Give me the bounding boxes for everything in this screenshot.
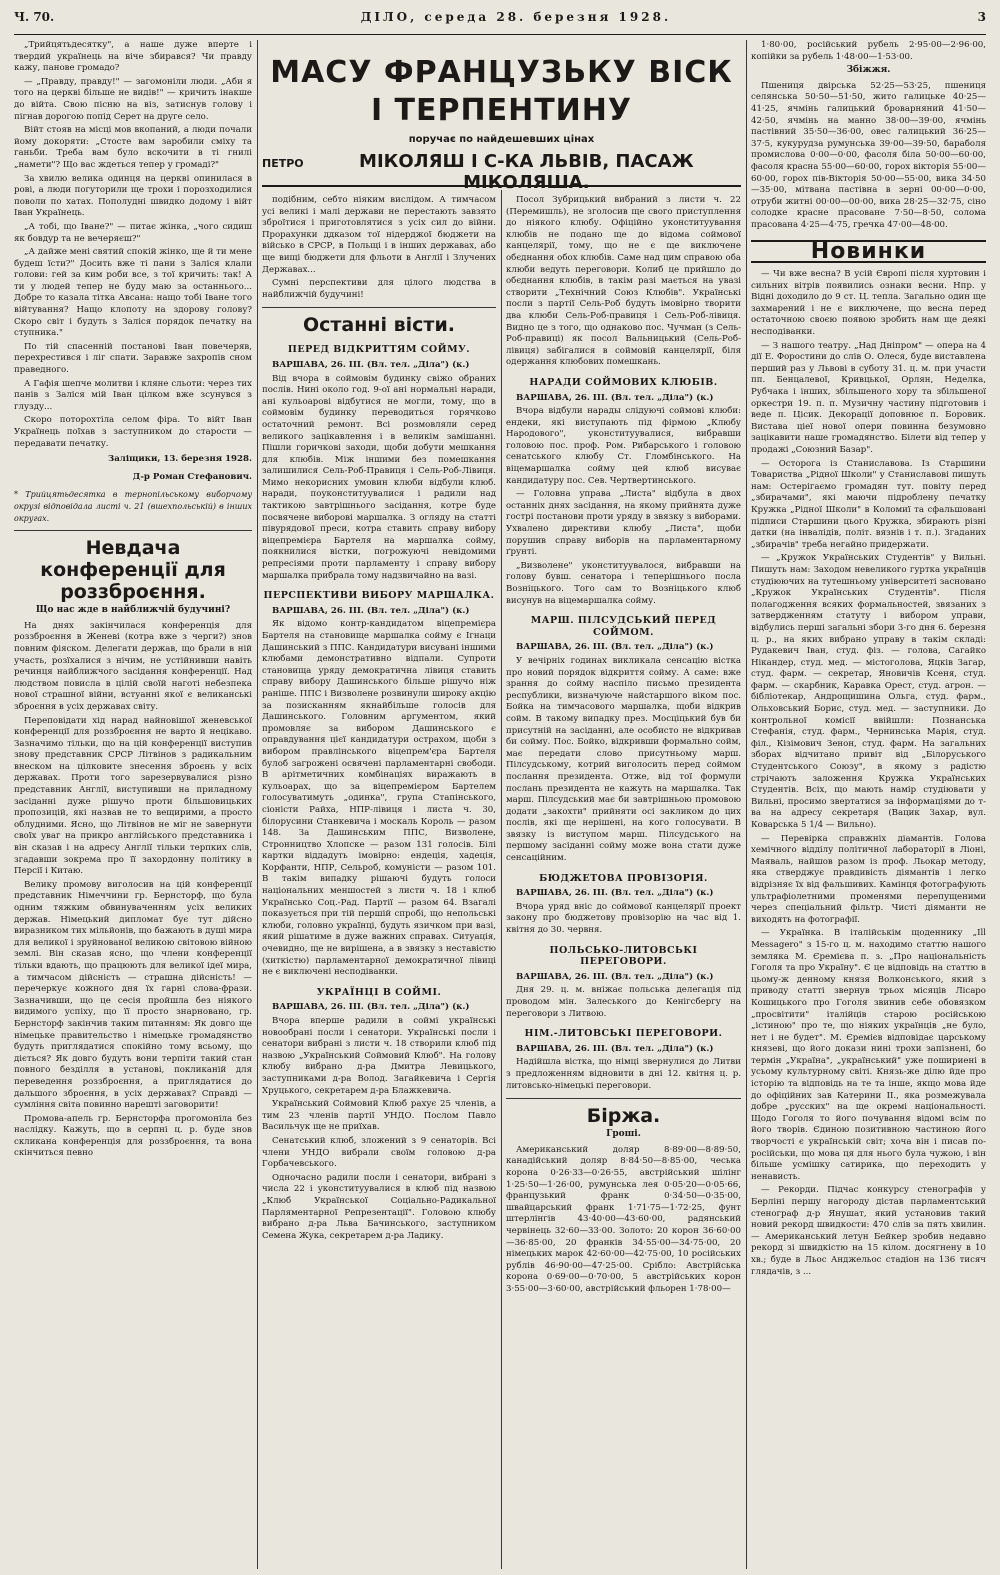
news-text: Надійшла вістка, що німці звернулися до Литви з предложенням відновити в дні 12. квітня ц. р. литовсько-німецькі переговори. xyxy=(506,1057,741,1091)
news-dateline: ВАРШАВА, 26. ІІІ. (Вл. тел. „Діла") (к.) xyxy=(272,605,470,616)
article-paragraph: Сумні перспективи для цілого людства в найближчій будучині! xyxy=(262,278,496,300)
article-paragraph: Скоро поторохтіла селом фіра. То війт Іван Українець поїхав з заступником до старости — передавати печатку. xyxy=(14,415,252,449)
article-paragraph: Війт стояв на місці мов вкопаний, а люди почали йому докоряти: „Стосте вам заробили сміху та ганьби. Треба вам було вскочити в ті гнилі „намети"? Що вас ждеться тепер у громаді?" xyxy=(14,125,252,170)
news-item: — Перевірка справжніх діамантів. Голова хемічного відділу політичної лабораторії в Ліоні, Маяваль, найшов разом із проф. Льокар методу, яка стверджує правдивість діямантів і легко відрізняє їх від фальшивих. Камінця фотографують ультрафіолетними променями перепущеними через спеціальний фільтр. Чисті діяманти не виходять на фотографії. xyxy=(751,833,986,925)
section-subhead: Збіжжя. xyxy=(846,65,891,76)
news-title: БЮДЖЕТОВА ПРОВІЗОРІЯ. xyxy=(539,872,708,884)
news-dateline: ВАРШАВА, 26. ІІІ. (Вл. тел. „Діла") (к.) xyxy=(516,971,714,982)
page-number: 3 xyxy=(977,10,986,24)
news-item: — З нашого театру. „Над Дніпром" — опера на 4 дії Е. Форостини до слів О. Олеся, буде виставлена перший раз у Львові в суботу 31. ц. м. при участи пп. Бенцалевої, Кривцької, Орлян, Неделка, Рубчака і інших, збільшеного хору та збільшеної оркестри 19. п. п. Музичну частину підготовив і веде п. Цісик. Декорації доповнює п. Боровик. Вистава ціеї нової опери повинна безумовно зацікавити наше громадянство. Білети від тепер у продажі „Союзний Базар". xyxy=(751,340,986,455)
news-text: Посол Зубрицький вибраний з листи ч. 22 (Перемишль), не зголосив ще свого приступлення до ніякого клюбу. Офіційно уконституування клюбів не подано ще до відома соймової канцелярії, тому, що не є ще виключене обєднання обох клюбів. Саме над цим справою оба клюби ведуть переговори. Колиб це прийшло до обєднання клюбів, в такім разі мається на увазі створити „Технічний Союз Клюбів". Українські посли з партії Сель-Роб будуть імовірно творити два клюби Сель-Роб-правиця і Сель-Роб-лівиця. Видно це з того, що однаково пос. Чучман (з Сель-Роб-правиці) як посол Вальницький (Сель-Роб-лівиця) забігалися в соймовій канцелярії, біля одержання клюбових помешкань. xyxy=(506,195,741,368)
news-title: ПОЛЬСЬКО-ЛИТОВСЬКІ ПЕРЕГОВОРИ. xyxy=(549,944,698,968)
article-paragraph: На днях закінчилася конференція для роззброєння в Женеві (котра вже з черги?) знов повним фіяском. Делегати держав, що брали в ній участь, розїхалися з нічим, не устійнивши навіть речинця найближчого засідання конференції. Над людством повисла в цілій своїй наготі небезпека нової страшної війни, встуанні якої є великанські зброєння в усіх державах світу. xyxy=(14,620,252,712)
news-text: Як відомо контр-кандидатом віцепремієра Бартеля на становище маршалка сойму є Ігнаци Дашинський з ППС. Кандидатури висувані іншими клюбами демонстративно відпали. Супроти становища уряду демократична лівиця ставить справу вибору Дашинського більше рішучо ніж раніше. ППС і Визволене розвинули широку акцію за позисканням якнайбільше голосів для Дашинського. Головним аргументом, який промовляє за вибором Дашинського є оправдування цієї кандидатури острахом, щоби з вибором правлінського віцепрем'єра Бартеля булоб загрожені освячені парламентарні свободи. В арітметичних комбінаціях виражають в кульоарах, що за віцепремієром Бартелем голосуватимуть „одинка", група Стапінського, сіоністи Райха, НПР-лівиця і листа ч. 30, білорусини Станкевича і москаль Король — разом 148. За Дашинським ППС, Визволене, Стронництво Хлопске — разом 131 голосів. Білі картки віддадуть імовірно: ендеція, хадеція, Корфанти, НПР, Сельроб, комуністи — разом 101. В такім випадку рішаючі будуть голоси національних меншостей з листи ч. 18 і клюб Українсько Соц.-Рад. Партії — разом 64. Взагалі показується при тій першій спробі, що непольські клюби, головно українці, будуть язичком при вазі, який рішатиме в дуже важних справах. Ситуація, очевидно, ще не вирішена, а в звязку з неставістю (хиткістю) парламентарної демократичної лівиці не є виключені несподіванки. xyxy=(262,619,496,978)
news-text: Сенатський клюб, зложений з 9 сенаторів. Всі члени УНДО вибрали своїм головою д-ра Горбачевського. xyxy=(262,1135,496,1170)
page-header xyxy=(14,10,986,35)
advertisement xyxy=(262,40,741,193)
issue-number: Ч. 70. xyxy=(14,10,55,24)
market-text: Пшениця двірська 52·25—53·25, пшениця селянська 50·50—51·50, жито галицьке 40·25—41·25, ячмінь галицький броварняний 41·50—42·50, ячмінь на манно 38·00—39·00, ячмінь пастівний 35·50—36·00, овес галицький 36·25—37·5, кукурудза румунська 39·00—39·50, бараболя промислова 0·00—0·00, фасоля біла 50·00—60·00, фасоля красна 55·00—60·00, горох віктoрія 55·00—60·00, горох пів-Вікторія 50·00—55·00, вика 34·50—35·00, мітвана пастівна в зерні 00·00—0·00, отруби житні 00·00—00·00, вика 28·25—32·75, сіно солодке красне прасоване 7·50—8·50, солома прасована 4·25—4·75, гречка 47·00—48·00. xyxy=(751,80,986,230)
news-title: НІМ.-ЛИТОВСЬКІ ПЕРЕГОВОРИ. xyxy=(524,1028,723,1040)
news-text: „Визволене" уконституувалося, вибравши на голову бувш. сенатора і теперішнього посла Возніцького. Того сам то Возніцького клюб висунув на віцемаршалка сойму. xyxy=(506,560,741,606)
market-text: Американський доляр 8·89·00—8·89·50, канадійський доляр 8·84·50—8·85·00, чеська корона 0·26·33—0·26·55, австрійський шілінг 1·25·50—1·26·00, румунська лея 0·05·20—0·05·66, французький франк 0·34·50—0·35·00, швайцарський франк 1·71·75—1·72·25, фунт штерлінгів 43·40·00—43·60·00, радянський червінець 32·60—33·00. Золото: 20 корон 36·60·00—36·85·00, 20 франків 34·55·00—34·75·00, 20 німецьких марок 42·60·00—42·75·00, 10 російських рублів 46·90·00—47·25·00. Срібло: Австрійська корона 0·69·00—0·70·00, 5 австрійських корон 3·55·00—3·60·00, австрійський фльорен 1·78·00— xyxy=(506,1144,741,1294)
article-paragraph: — „Правду, правду!" — загомоніли люди. „Аби я того на церкві більше не видів!" — кричить інакше до війта. Свою пісню на віз, затиснув голову і пігнав дорогою попід Серет на друге село. xyxy=(14,76,252,122)
news-item: — Українка. В італійськім щоденнику „Ill Messagero" з 15-го ц. м. находимо статтю нашого земляка М. Єремієва п. з. „Про національність Гоголя та про Україну". Є це відповідь на статтю в цьому-ж денному князя Волконського, який з приводу статті звернув трьох місяців Лісаро Кошицького про Гоголя звинив себе обовязком „просвітити" італійців старою російською „істиною" про те, що ніяких українців „не було, нет і не будет". М. Єремієв відповідає царському князеві, що його докази нині трохи запізнені, бо термін „Україна", „український" уже пошириені в усьому культурному світі. Князь-же ділю йде про історію та відповідь на те та інше, якщо мова йде до офіційних зав Катерини ІІ., яка розмежувала добре „русских" на ще окремі національності. Щодо Гоголя то його почування відомі всім по його творів. Єдиною позитивною частиною його творчості є українській світ; хоча він і писав по-російськи, що мова ця для нього була чужою, і він більше усмішку сатирика, що переходить у ненависть. xyxy=(751,928,986,1182)
news-item: — Рекорди. Підчас конкурсу стенографів у Берліні першу нагороду дістав парламентський стенограф д-р Янушат, який установив такий новий рекорд швидкости: 470 слів за пять хвилин. — Американський летун Бейкер зробив недавно рекорд зі швидкістю на 15 кілом. досягнену в 10 хв.; буде в Льос Анджельос стадіон на 136 тисяч глядачів, з ... xyxy=(751,1185,986,1277)
article-paragraph: А Гафія шепче молитви і кляне сльоти: через тих панів з Заліся мій Іван цілком вже зсунувся з глузду... xyxy=(14,378,252,412)
news-dateline: ВАРШАВА, 26. ІІІ. (Вл. тел. „Діла") (к.) xyxy=(516,888,714,899)
section-headline: Останні вісти. xyxy=(303,314,455,337)
news-title: НАРАДИ СОЙМОВИХ КЛЮБІВ. xyxy=(529,376,718,388)
dateline: Заліщики, 13. березня 1928. xyxy=(108,454,252,465)
article-paragraph: Промова-апель гр. Бернсторфа прогомоніла без наслідку. Кажуть, що в серпні ц. р. буде знов скликана конференція для роззброєння, та вона скінчиться певно xyxy=(14,1113,252,1159)
news-text: — Головна управа „Листа" відбула в двох останніх днях засідання, на якому прийнята дуже гострі постанови проти уряду в звязку з виборами. Ухвалено директиви клюбу „Листа", щоби порушив справу виборів на парламентарному ґрунті. xyxy=(506,489,741,558)
news-text: У вечірніх годинах викликала сенсацію вістка про новий порядок відкриття сойму. А саме: вже зрання до сойму наспіло письмо президента республики, визначуюче найстаршого віком пос. Бойка на тимчасового маршалка, щоби відкрив сойм. В такому випадку през. Мосціцький був би присутній на засіданні, але особисто не відкривав би сойму. Пос. Бойко, відкривши формально сойм, має передати слово присутньому марш. Пілсудському, котрий виголосить перед соймом послання президента. Отже, від тої формули послань президента не кажуть на маршалка. Так марш. Пілсудський має би завтрішньою промовою додати „закохти" прийняти осі закликом до цих послів, які ще нерішені, на кого голосувати. В звязку із виступом марш. Пілсудського на першому засіданні сойму може вона стати дуже сенсаційним. xyxy=(506,655,741,864)
news-dateline: ВАРШАВА, 26. ІІІ. (Вл. тел. „Діла") (к.) xyxy=(516,642,714,653)
news-dateline: ВАРШАВА, 26. ІІІ. (Вл. тел. „Діла") (к.) xyxy=(272,359,470,370)
divider xyxy=(506,1098,741,1099)
news-dateline: ВАРШАВА, 26. ІІІ. (Вл. тел. „Діла") (к.) xyxy=(272,1002,470,1013)
news-text: Одночасно радили посли і сенатори, вибрані з числа 22 і уконституувалися в клюб під назвою „Клюб Української Соціально-Радикальної Парляментарної Репрезентації". Головою клюбу вибрано д-ра Льва Бачинського, заступником Семена Жука, секретарем д-ра Ладику. xyxy=(262,1172,496,1241)
article-paragraph: Переповідати хід нарад найновішої женевської конференції для роззброєння не варто й нецікаво. Зазначимо тільки, що на цій конференції виступив знову представник СРСР Літвінов з радикальним внеском на цілковите знесення зброєнь у всіх державах. Проти того зарезервувалися різно представник Англії, виступивши на приладному засіданні дуже рішучо проти більшовицьких пропозицій, які назвав не то вещирими, а просто облудними. Ясно, що Літвінов не міг не завернути своїх уваг на прикро англійського представника і він сказав і на адресу Англії тільки терпких слів, згадавши зокрема про її захордонну політику в Персії і Китаю. xyxy=(14,715,252,877)
column-rule xyxy=(501,190,502,1569)
news-title: ПЕРСПЕКТИВИ ВИБОРУ МАРШАЛКА. xyxy=(263,590,495,602)
article-paragraph: „Трийцятьдесятку", а наше дуже вперте і твердий українець на віче збирався? Чи правду кажу, панове громадо? xyxy=(14,40,252,74)
news-item: — Чи вже весна? В усій Європі після хуртовин і сильних вітрів появились ознаки весни. Нпр. у Відні доходило до 9 ст. Ц. тепла. Загально один ще захмарений і не є виключене, що весна перед остаточною своєю появою зробить нам ще деякі несподіванки. xyxy=(751,269,986,338)
news-item: — „Кружок Українських Студентів" у Вильні. Пишуть нам: Заходом невеликого гуртка українців студіюючих на тутешньому університеті засновано „Кружок Українських Студентів". Після полагодження всяких формальностей, звязаних з затвердженням статуту і вибором управи, відбулись перші загальні збори 3-го дня 6. березня ц. р., на яких вибрано управу в такім складі: Рудакевич Іван, студ. фіз. — голова, Сагайко Нікандер, студ. мед. — містоголова, Яцків Загар, студ. фарм. — секретар, Яновичів Ксеня, студ. фарм. — скарбник, Каравка Орест, студ. агрон. — бібліотекар, Андрощишина Ольга, студ. фарм., Ольховський Борис, студ. мед. — заступники. До контрольної комісії ввійшли: Познанська Стефанія, студ. фарм., Чернинська Марія, студ. філ., Кізімович Зенон, студ. фарм. На загальних зборах відчитано привіт від „Білоруського Студентського Союзу", в якому з радістю стрічають заложення Кружка Українських Студентів. Всіх, що мають намір студіювати у Вильні, просимо звертатися за інформаціями до т-ва на адресу секретаря (Вацик Захар, вул. Коварська 5 1/4 — Вильно). xyxy=(751,553,986,830)
news-text: Дня 29. ц. м. вніжає польська делегація під проводом мін. Залеського до Кенігсбергу на переговори з Литвою. xyxy=(506,985,741,1019)
market-text: 1·80·00, російський рубель 2·95·00—2·96·00, копійки за рубель 1·48·00—1·53·00. xyxy=(751,40,986,62)
article-paragraph: Велику промову виголосив на цій конференції представник Німеччини гр. Бернсторф, що була одним тяжким обвинуваченням усіх великих держав. Німецький дипломат бує тут дійсно виразником тих мільйонів, що бажають в душі мира для великої і зруйнованої великою світовою війною землі. Він сказав ясно, що члени конференції тільки вдають, що працюють для великої ідеї мира, а тимчасом дійсність — страшна дійсність! — перечеркує кожного дня їх гарні слова-фрази. Зазначивши, що це сесія пройшла без ніякого видимого успіху, що її просто знарновано, гр. Бернсторф закінчив таким питанням: Як довго ще німецьке правительство і німецьке громадянство будуть приглядатися спокійно тому всьому, що діється? Як довго будуть вони терпіти такий стан повного безділля в установі, покликаній для переведення роззброєння, а приглядатися до дальшого зброєння, в усіх державах? Справді — сумління світа повинно нарешті заговорити! xyxy=(14,879,252,1111)
masthead: ДІЛО, середа 28. березня 1928. xyxy=(360,10,672,24)
news-dateline: ВАРШАВА, 26. ІІІ. (Вл. тел. „Діла") (к.) xyxy=(516,392,714,403)
ad-company: МІКОЛЯШ І С-КА ЛЬВІВ, ПАСАЖ МІКОЛЯША. xyxy=(359,151,694,193)
article-paragraph: „А дайже мені святий спокій жінко, ще й ти мене будеш їсти?" Досить вже ті пани з Заліся клали голови: гей за ким роби все, з тої кричить: так! А ти у людей тепер не буду маю за останнього... Добре то казала тітка Авсана: нащо тобі Іване того війтування? Нащо клопоту на здорову голову? Скоро світ і будуть з Заліся порядок печатку на ступника." xyxy=(14,247,252,339)
column-rule xyxy=(746,40,747,1569)
section-headline: Новинки xyxy=(751,240,986,264)
news-title: УКРАЇНЦІ В СОЙМІ. xyxy=(316,986,442,998)
news-dateline: ВАРШАВА, 26. ІІІ. (Вл. тел. „Діла") (к.) xyxy=(516,1043,714,1054)
column-rule xyxy=(257,40,258,1569)
column-3 xyxy=(506,195,741,1569)
news-text: Від вчора в соймовім будинку свіжо обраних послів. Нині около год. 9-ої ані нормальні наради, ані кульоарові відбутися не могли, тому, що в соймовім будинку переводиться горячково остаточний ремонт. Всі розмовляли серед великого зацікавлення і в великім замішанні. Пішли горичкові заходи, щоби добути мешкання для клюбів. Між іншими без помешкання залишилися Сель-Роб-Правиця і Сель-Роб-Лівиця. Мимо некорисних умовин клюби відбули клюб. наради, поуконституувалися і радили над тактикою завтрішнього засідання, котре буде посвячене виборові маршалка. З огляду на статті півурядової преси, котра ставить справу вибору віцепремієра Бартеля на маршалка сойму, поякнилися вістки, погрожуючі невідомими репресіями проти парламенту і справу вибору маршалка прибрала тому надзвичайно на вазі. xyxy=(262,373,496,581)
article-subhead: Що нас жде в найближчій будучині? xyxy=(35,605,231,616)
divider xyxy=(14,530,252,531)
ad-subline: поручає по найдешевших цінах xyxy=(408,134,595,145)
news-text: Вчора уряд вніс до соймової канцелярії проект закону про бюджетову провізорію на час від 1. квітня до 30. червня. xyxy=(506,901,741,936)
column-4 xyxy=(751,40,986,1569)
article-paragraph: „А тобі, що Іване?" — питає жінка, „чого сидиш як бовдур та не вечеряєш?" xyxy=(14,221,252,244)
footnote: * Трийцятьдесятка в тернопільському виборчому окрузі відповідала листі ч. 21 (вшехпольській) в інших округах. xyxy=(14,490,252,523)
article-paragraph: За хвилю велика одинця на церкві опинилася в ровi, а люди погуторили ще трохи і порозходилися поволи по хатах. Пополудні швидко додому і війт Іван Українець. xyxy=(14,173,252,219)
section-subhead: Гроші. xyxy=(606,1129,641,1140)
ad-footer xyxy=(262,151,741,193)
news-title: МАРШ. ПІЛСУДСЬКИЙ ПЕРЕД СОЙМОМ. xyxy=(530,615,717,638)
news-text: Вчора відбули нарады слідуючі соймові клюби: ендеки, які виступають під фірмою „Клюбу Народового", уконституувалися, вибравши головою пос. проф. Ром. Рибарського і головою сенатського клюбу Ст. Гломбінського. На віцемаршалка сойму цей клюб висуває кандидатуру пос. Сев. Чертвертинського. xyxy=(506,406,741,486)
news-item: — Осторога із Станиславова. Із Старшини Товариства „Рідної Школи" у Станиславові пишуть нам: Остерігаємо громадян тут. повіту перед „збирачами", які маючи підроблену печатку Кружка „Рідної Школи" в Коломиї та сфальшовані підписи Старшини цього Кружка, збирають різні датки (на інвалідів, політ. вязнів і т. п.). Згаданих „збирачів" треба негайно придержати. xyxy=(751,458,986,550)
divider xyxy=(262,307,496,308)
column-2 xyxy=(262,195,496,1569)
columns xyxy=(14,40,986,1569)
news-text: Український Соймовий Клюб рахує 25 членів, а тим 23 членів партії УНДО. Послом Павло Васильчук ще не приїхав. xyxy=(262,1099,496,1133)
article-headline: Невдача конференції для роззброєння. xyxy=(40,537,226,604)
author: Д-р Роман Стефанович. xyxy=(132,471,252,482)
news-text: Вчора вперше радили в соймі українські новообрані посли і сенатори. Українські посли і сенатори вибрані з листи ч. 18 створили клюб під назвою „Український Соймовий Клюб". На голову клюбу вибрано д-ра Дмитра Левицького, заступниками д-ра Волод. Загайкевича і Сергія Хруцького, секретарем д-ра Блажкевича. xyxy=(262,1016,496,1096)
ad-first-name: ПЕТРО xyxy=(262,157,304,170)
article-paragraph: По тій спасенній постанові Іван повечеряв, перехрестився і ліг спати. Заравже захропів сном праведного. xyxy=(14,341,252,376)
section-headline: Біржа. xyxy=(586,1105,661,1128)
article-paragraph: подібним, себто ніяким вислідом. А тимчасом усі великі і малі держави не перестають завзято зброїтися і приготовлятися з усіх сил до війни. Прорахунки ддказом тої нідерджої бюджети на військо в СРСР, в Польщі і в інших державах, або ще вищі бюджети для фльоти в Англії і Злучених Державах... xyxy=(262,195,496,275)
news-title: ПЕРЕД ВІДКРИТТЯМ СОЙМУ. xyxy=(287,344,471,356)
column-1 xyxy=(14,40,252,1569)
ad-headline: МАСУ ФРАНЦУЗЬКУ ВІСК І ТЕРПЕНТИНУ xyxy=(270,55,733,128)
